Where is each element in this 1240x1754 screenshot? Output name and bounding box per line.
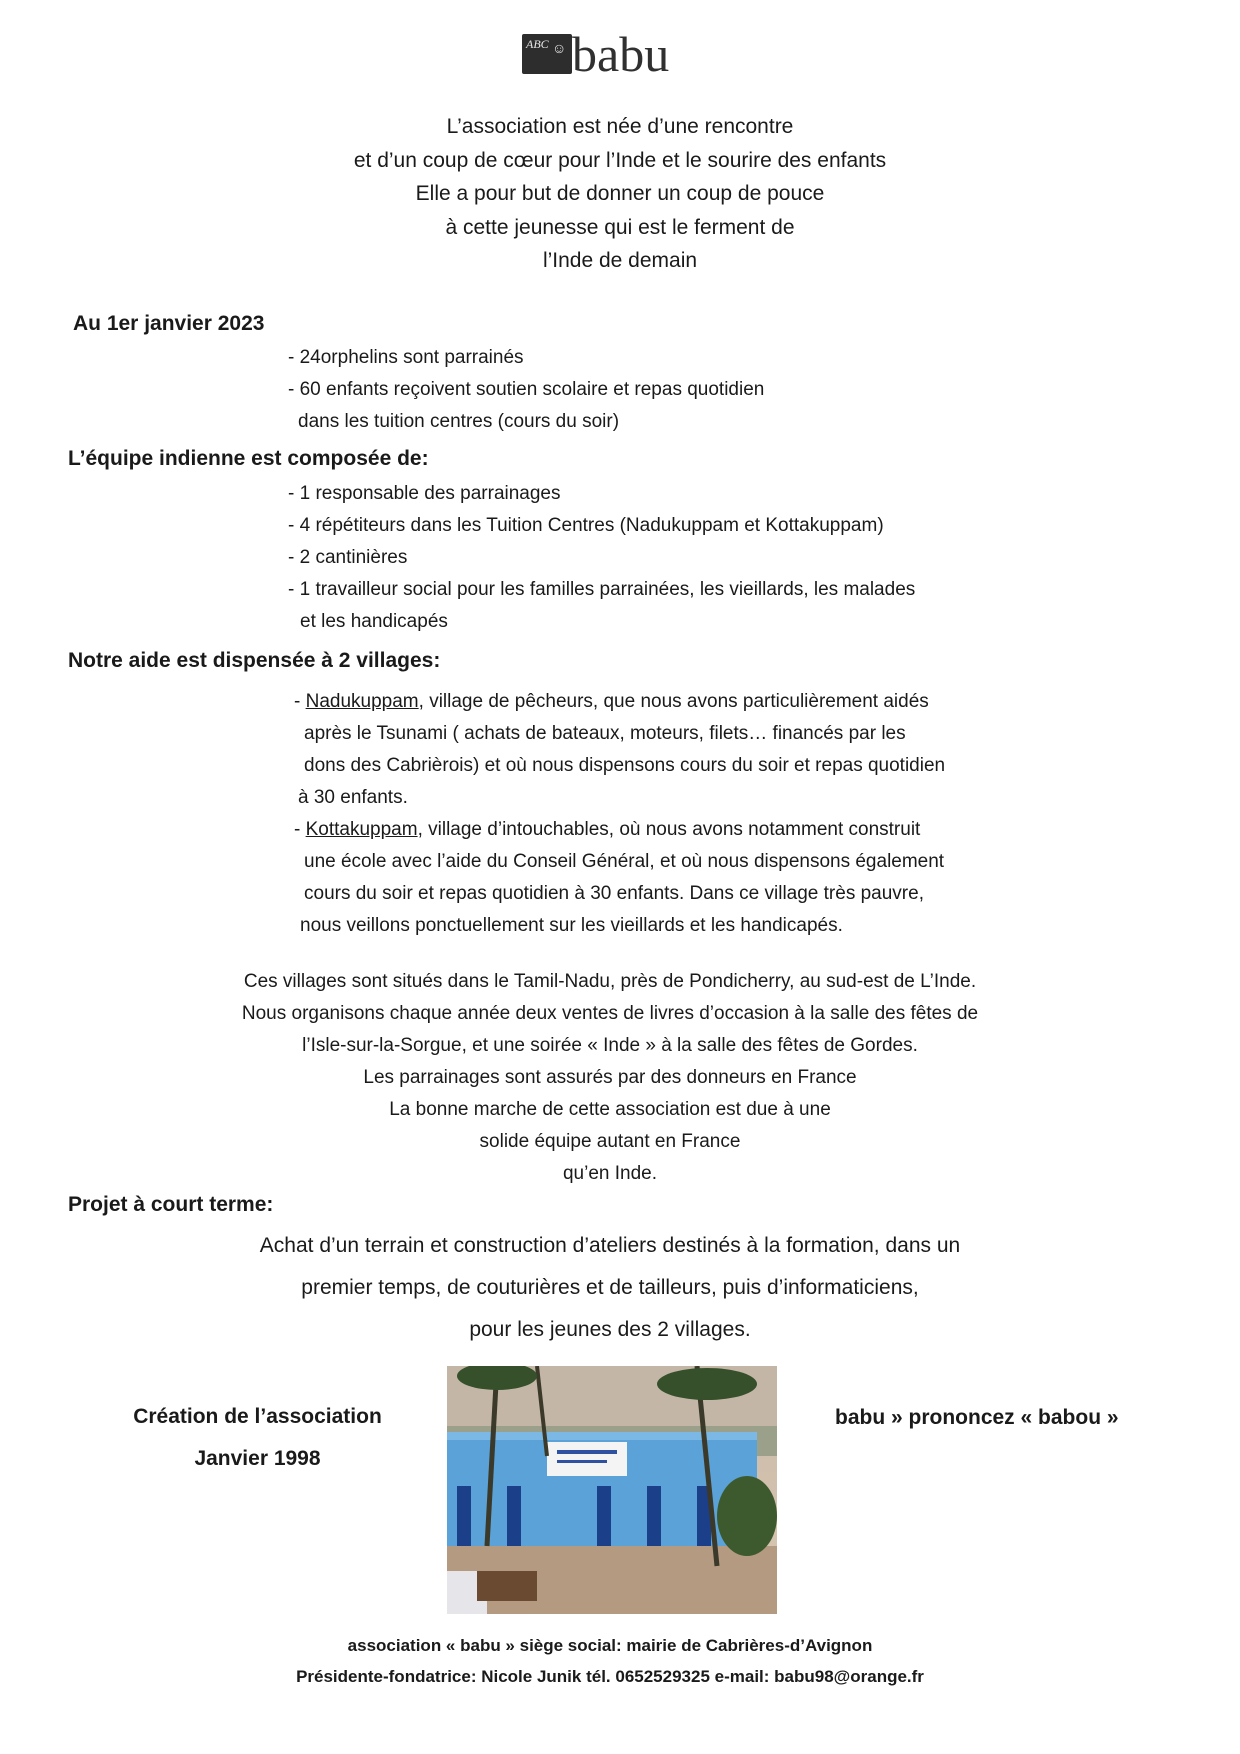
list-item: après le Tsunami ( achats de bateaux, moteurs, filets… financés par les — [304, 723, 906, 744]
info-line: l’Isle-sur-la-Sorgue, et une soirée « Inde » à la salle des fêtes de Gordes. — [302, 1035, 918, 1056]
info-line: Les parrainages sont assurés par des donneurs en France — [363, 1067, 857, 1088]
intro-line: L’association est née d’une rencontre — [446, 115, 794, 138]
project-text — [150, 1225, 1070, 1351]
list-item: dons des Cabrièrois) et où nous dispensons cours du soir et repas quotidien — [304, 755, 946, 776]
creation-title: Création de l’association — [133, 1405, 382, 1428]
date-heading: Au 1er janvier 2023 — [73, 312, 265, 335]
list-item: dans les tuition centres (cours du soir) — [298, 411, 620, 432]
list-item: - 2 cantinières — [288, 547, 408, 568]
team-list — [288, 478, 915, 638]
intro-line: et d’un coup de cœur pour l’Inde et le sourire des enfants — [353, 148, 887, 172]
list-item: - 60 enfants reçoivent soutien scolaire et repas quotidien — [288, 379, 765, 400]
logo — [522, 24, 702, 84]
creation-block — [110, 1396, 405, 1480]
school-photo — [447, 1366, 777, 1614]
team-heading: L’équipe indienne est composée de: — [68, 447, 429, 470]
list-item: - 1 travailleur social pour les familles parrainées, les vieillards, les malades — [288, 579, 916, 600]
project-line: pour les jeunes des 2 villages. — [469, 1318, 751, 1341]
village-name: Kottakuppam — [305, 819, 418, 840]
intro-text — [220, 110, 1020, 278]
project-line: premier temps, de couturières et de tailleurs, puis d’informaticiens, — [301, 1276, 919, 1299]
info-line: Nous organisons chaque année deux ventes de livres d’occasion à la salle des fêtes de — [241, 1003, 979, 1024]
villages-heading: Notre aide est dispensée à 2 villages: — [68, 649, 441, 672]
list-item: une école avec l’aide du Conseil Général, et où nous dispensons également — [304, 851, 945, 872]
list-item: - 1 responsable des parrainages — [288, 483, 561, 504]
footer-address: association « babu » siège social: mairie de Cabrières-d’Avignon — [347, 1636, 873, 1655]
footer-contact: Présidente-fondatrice: Nicole Junik tél. 0652529325 e-mail: babu98@orange.fr — [296, 1667, 924, 1686]
village-name: Nadukuppam — [305, 691, 419, 712]
village-item-kottakuppam: - Kottakuppam, village d’intouchables, où nous avons notamment construit — [294, 819, 921, 840]
list-item: cours du soir et repas quotidien à 30 enfants. Dans ce village très pauvre, — [304, 883, 924, 904]
pronunciation-note: babu » prononcez « babou » — [835, 1406, 1119, 1429]
list-item: nous veillons ponctuellement sur les vieillards et les handicapés. — [300, 915, 843, 936]
project-line: Achat d’un terrain et construction d’ateliers destinés à la formation, dans un — [259, 1234, 961, 1257]
footer — [150, 1630, 1070, 1692]
info-line: qu’en Inde. — [562, 1163, 658, 1184]
date-list — [288, 342, 764, 438]
list-item: et les handicapés — [300, 611, 448, 632]
village-item-nadukuppam: - Nadukuppam, village de pêcheurs, que nous avons particulièrement aidés — [294, 691, 929, 712]
info-line: Ces villages sont situés dans le Tamil-Nadu, près de Pondicherry, au sud-est de L’Inde. — [243, 971, 977, 992]
list-item: à 30 enfants. — [298, 787, 408, 808]
list-item: - 24orphelins sont parrainés — [288, 347, 524, 368]
villages-list — [294, 686, 945, 942]
info-paragraph — [150, 966, 1070, 1190]
logo-word: babu — [572, 26, 670, 82]
list-item: - 4 répétiteurs dans les Tuition Centres (Nadukuppam et Kottakuppam) — [288, 515, 884, 536]
logo-badge — [522, 34, 572, 74]
logo-badge-text: ABC — [526, 37, 549, 51]
project-heading: Projet à court terme: — [68, 1193, 274, 1216]
info-line: solide équipe autant en France — [479, 1131, 741, 1152]
intro-line: à cette jeunesse qui est le ferment de — [445, 215, 795, 239]
intro-line: Elle a pour but de donner un coup de pouce — [415, 182, 825, 205]
intro-line: l’Inde de demain — [542, 249, 698, 272]
creation-date: Janvier 1998 — [194, 1447, 321, 1470]
smiley-icon: ☺ — [552, 40, 567, 56]
info-line: La bonne marche de cette association est due à une — [389, 1099, 831, 1120]
